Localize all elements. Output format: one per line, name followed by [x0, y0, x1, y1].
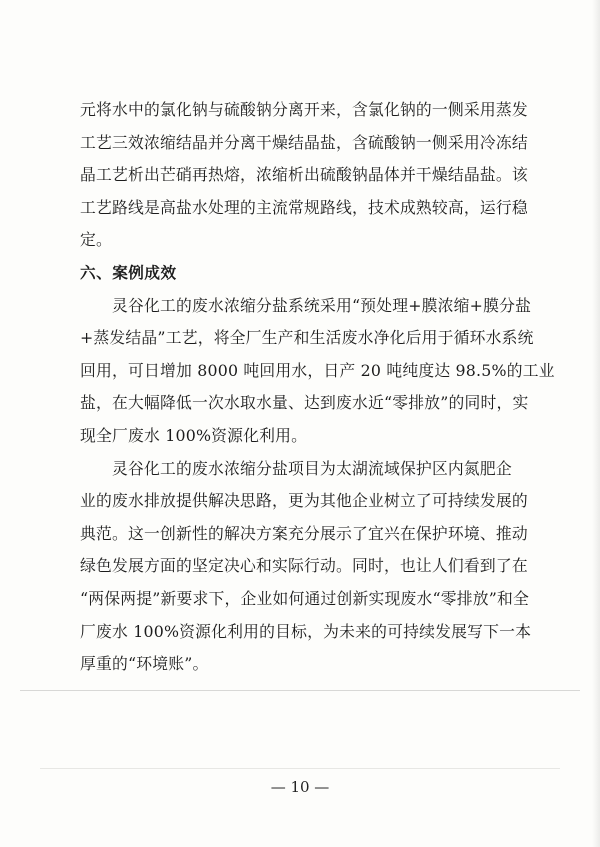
paragraph-line: 定。: [80, 230, 112, 250]
paragraph-line: 业的废水排放提供解决思路，更为其他企业树立了可持续发展的: [80, 491, 528, 511]
paragraph-line: 厚重的“环境账”。: [80, 654, 209, 674]
scan-artifact: [40, 768, 560, 769]
paragraph-line: +蒸发结晶”工艺，将全厂生产和生活废水净化后用于循环水系统: [80, 328, 534, 348]
paragraph-line: 灵谷化工的废水浓缩分盐系统采用“预处理+膜浓缩+膜分盐: [112, 295, 532, 315]
paragraph-line: 绿色发展方面的坚定决心和实际行动。同时，也让人们看到了在: [80, 556, 528, 576]
paragraph-line: 回用，可日增加 8000 吨回用水，日产 20 吨纯度达 98.5%的工业: [80, 360, 555, 380]
paragraph-line: 盐，在大幅降低一次水取水量、达到废水近“零排放”的同时，实: [80, 393, 529, 413]
paragraph-line: “两保两提”新要求下，企业如何通过创新实现废水“零排放”和全: [80, 588, 530, 608]
paragraph-line: 厂废水 100%资源化利用的目标，为未来的可持续发展写下一本: [80, 621, 532, 641]
paragraph-line: 现全厂废水 100%资源化利用。: [80, 425, 308, 445]
body-text: [80, 94, 555, 681]
paragraph-line: 工艺三效浓缩结晶并分离干燥结晶盐，含硫酸钠一侧采用冷冻结: [80, 132, 528, 152]
scan-artifact: [20, 690, 580, 691]
paragraph-line: 工艺路线是高盐水处理的主流常规路线，技术成熟较高，运行稳: [80, 197, 528, 217]
section-heading: 六、案例成效: [80, 263, 177, 282]
paragraph-line: 典范。这一创新性的解决方案充分展示了宜兴在保护环境、推动: [80, 523, 528, 543]
paragraph-line: 晶工艺析出芒硝再热熔，浓缩析出硫酸钠晶体并干燥结晶盐。该: [80, 165, 528, 185]
page-number: — 10 —: [270, 778, 330, 796]
paragraph-line: 灵谷化工的废水浓缩分盐项目为太湖流域保护区内氮肥企: [112, 458, 512, 478]
scan-edge-shadow: [592, 0, 600, 847]
paragraph-line: 元将水中的氯化钠与硫酸钠分离开来，含氯化钠的一侧采用蒸发: [80, 100, 528, 119]
